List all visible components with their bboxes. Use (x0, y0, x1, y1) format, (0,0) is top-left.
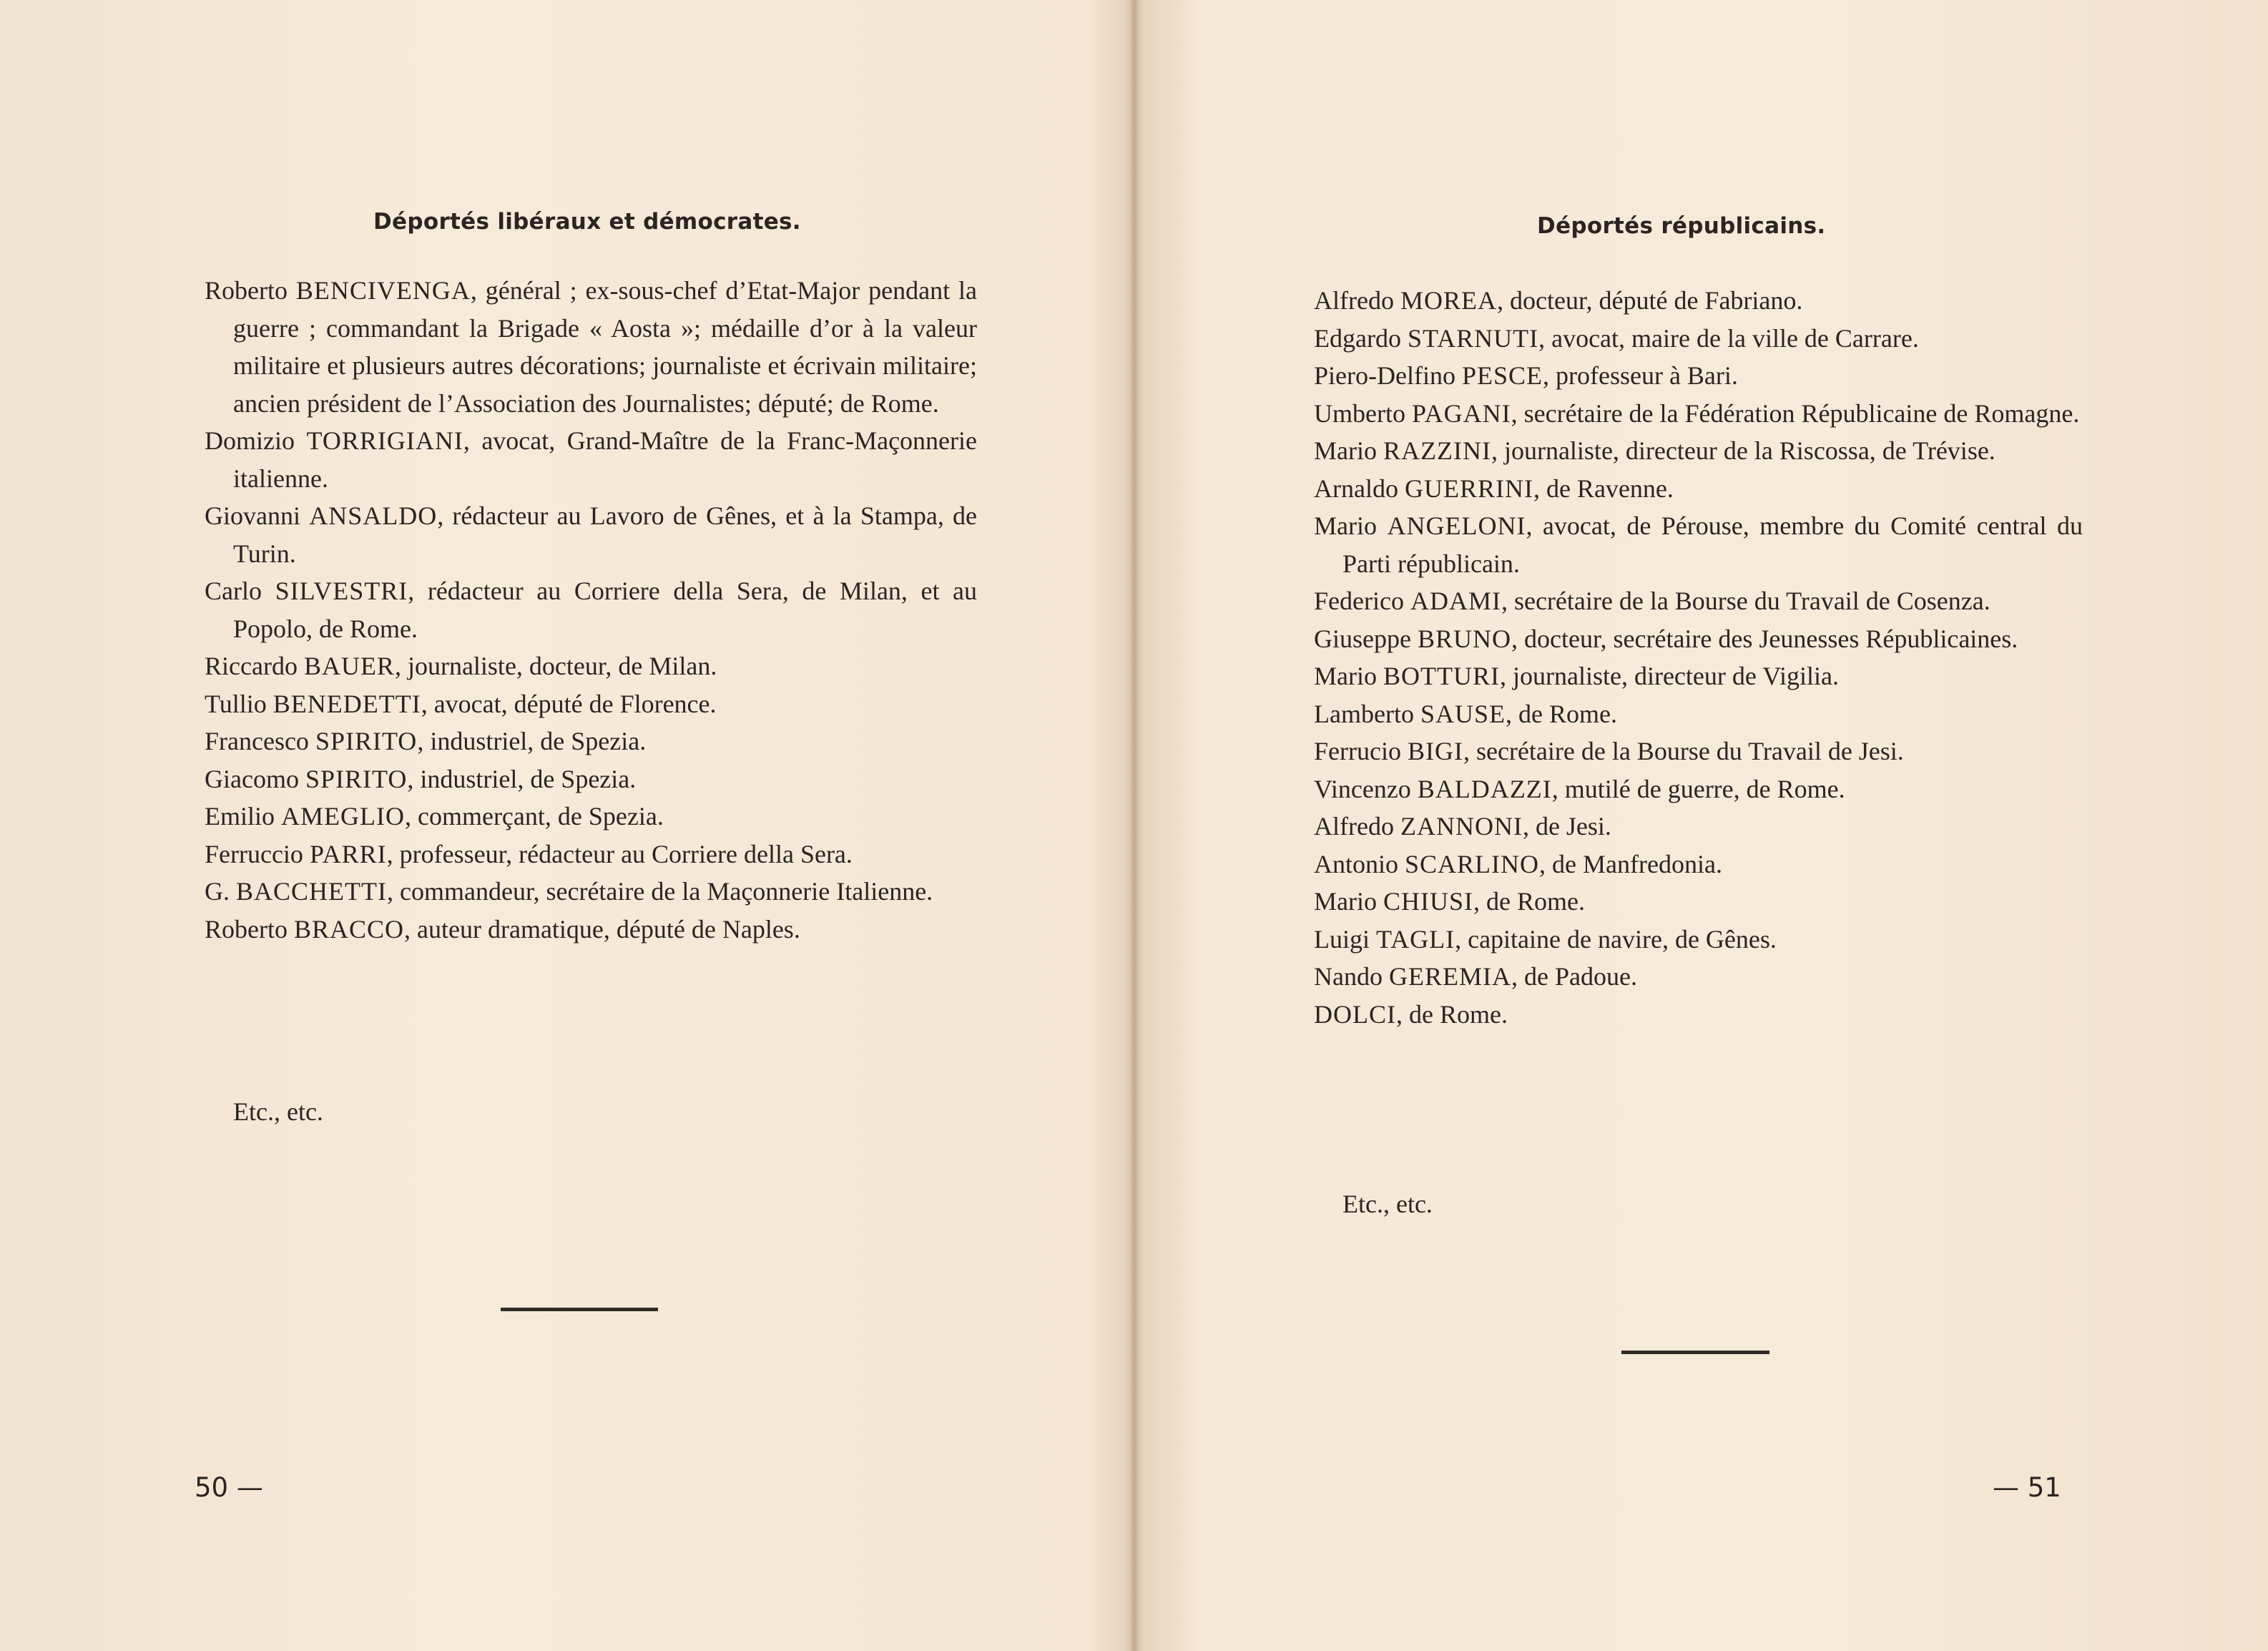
right-page (1134, 0, 2268, 1651)
entry-description: , mutilé de guerre, de Rome. (1551, 774, 1845, 803)
entry-item (205, 272, 977, 422)
entry-item (1314, 958, 2083, 996)
entry-item (1314, 507, 2083, 582)
entry-first-name: Mario (1314, 436, 1377, 465)
entry-surname: BENEDETTI (273, 689, 421, 718)
entry-first-name: Vincenzo (1314, 774, 1411, 803)
entry-description: , avocat, maire de la ville de Carrare. (1538, 323, 1919, 353)
right-rule (1621, 1351, 1769, 1354)
entry-surname: BOTTURI (1383, 662, 1500, 690)
entry-description: , secrétaire de la Bourse du Travail de Cosenza. (1501, 587, 1990, 615)
entry-surname: SILVESTRI (275, 577, 408, 605)
entry-description: , journaliste, docteur, de Milan. (394, 652, 717, 680)
entry-first-name: Umberto (1314, 398, 1405, 428)
entry-surname: STARNUTI (1407, 323, 1539, 353)
left-heading: Déportés libéraux et démocrates. (373, 209, 801, 235)
entry-item (1314, 883, 2083, 921)
entry-surname: GEREMIA (1388, 962, 1511, 991)
entry-surname: MOREA (1400, 286, 1497, 315)
entry-description: , général ; ex-sous-chef d’Etat-Major pendant la guerre ; commandant la Brigade « Aosta »; médaille d’or à la valeur militaire et plusieurs autres décorations; journaliste et écrivain militaire; ancien président de l’Association des Journalistes; député; de Rome. (233, 276, 978, 418)
entry-first-name: Roberto (205, 276, 288, 305)
entry-surname: ADAMI (1410, 587, 1501, 615)
entry-item (1314, 395, 2083, 433)
entry-first-name: Francesco (205, 727, 309, 755)
entry-first-name: Roberto (205, 914, 288, 944)
entry-surname: CHIUSI (1383, 887, 1473, 916)
entry-item (205, 685, 977, 723)
entry-item (1314, 470, 2083, 508)
entry-first-name: Arnaldo (1314, 474, 1398, 503)
entry-surname: BAUER (303, 652, 395, 680)
entry-description: , de Rome. (1473, 887, 1585, 916)
entry-surname: SCARLINO (1405, 849, 1540, 878)
entry-surname: RAZZINI (1383, 436, 1491, 465)
entry-first-name: Riccardo (205, 652, 298, 680)
entry-description: , auteur dramatique, député de Naples. (404, 914, 800, 944)
entry-first-name: Ferruccio (205, 839, 303, 868)
entry-first-name: Ferrucio (1314, 737, 1401, 765)
entry-item (205, 760, 977, 798)
right-page-number: — 51 (1993, 1472, 2061, 1503)
entry-surname: PARRI (309, 839, 387, 868)
entry-description: , docteur, député de Fabriano. (1496, 286, 1803, 315)
entry-item (1314, 770, 2083, 808)
entry-item (1314, 733, 2083, 770)
entry-item (1314, 432, 2083, 470)
entry-first-name: Mario (1314, 662, 1377, 690)
entry-surname: ZANNONI (1400, 812, 1523, 841)
entry-description: , commerçant, de Spezia. (404, 802, 664, 831)
entry-description: , secrétaire de la Fédération Républicaine de Romagne. (1511, 398, 2080, 428)
entry-surname: AMEGLIO (281, 802, 405, 831)
entry-description: , avocat, de Pérouse, membre du Comité central du Parti républicain. (1342, 511, 2083, 578)
entry-first-name: Mario (1314, 511, 1377, 540)
right-etc: Etc., etc. (1342, 1190, 1433, 1218)
entry-description: , industriel, de Spezia. (417, 727, 647, 755)
right-entry-list (1314, 282, 2083, 1033)
entry-item (205, 572, 977, 647)
entry-description: , de Jesi. (1522, 812, 1611, 841)
entry-first-name: Domizio (205, 426, 295, 455)
entry-description: , professeur à Bari. (1543, 361, 1738, 390)
entry-item (205, 873, 977, 911)
entry-description: , de Rome. (1505, 699, 1617, 728)
entry-item (1314, 846, 2083, 883)
entry-surname: BRUNO (1417, 624, 1511, 653)
entry-surname: PAGANI (1411, 398, 1511, 428)
entry-item (1314, 808, 2083, 846)
entry-item (1314, 320, 2083, 358)
entry-first-name: Federico (1314, 587, 1404, 615)
entry-first-name: Giacomo (205, 764, 299, 793)
left-rule (501, 1308, 658, 1311)
entry-description: , de Manfredonia. (1539, 849, 1722, 878)
entry-first-name: Antonio (1314, 849, 1399, 878)
entry-item (1314, 357, 2083, 395)
left-entry-list (205, 272, 977, 948)
entry-surname: BRACCO (293, 914, 405, 944)
entry-description: , avocat, Grand-Maître de la Franc-Maçonnerie italienne. (233, 426, 977, 493)
entry-item (205, 722, 977, 760)
entry-description: , de Padoue. (1511, 962, 1637, 991)
entry-first-name: Carlo (205, 577, 262, 605)
entry-item (1314, 657, 2083, 695)
entry-description: , journaliste, directeur de Vigilia. (1499, 662, 1840, 690)
entry-surname: TORRIGIANI (306, 426, 463, 455)
entry-first-name: Alfredo (1314, 286, 1394, 315)
entry-item (205, 647, 977, 685)
entry-surname: TAGLI (1376, 924, 1455, 954)
entry-description: , avocat, député de Florence. (421, 689, 717, 718)
entry-first-name: Lamberto (1314, 699, 1414, 728)
entry-description: , docteur, secrétaire des Jeunesses Républicaines. (1511, 624, 2018, 653)
entry-item (205, 798, 977, 836)
entry-first-name: Mario (1314, 887, 1377, 916)
entry-first-name: Tullio (205, 689, 267, 718)
entry-item (1314, 282, 2083, 320)
entry-item (1314, 996, 2083, 1034)
entry-description: , rédacteur au Corriere della Sera, de Milan, et au Popolo, de Rome. (233, 577, 978, 643)
right-heading: Déportés républicains. (1537, 213, 1826, 239)
entry-description: , commandeur, secrétaire de la Maçonnerie Italienne. (387, 877, 933, 906)
entry-description: , capitaine de navire, de Gênes. (1455, 924, 1777, 954)
entry-description: , professeur, rédacteur au Corriere della Sera. (386, 839, 853, 868)
entry-item (1314, 620, 2083, 658)
entry-surname: SPIRITO (315, 727, 418, 755)
left-page-number: 50 — (195, 1472, 263, 1503)
entry-first-name: Edgardo (1314, 323, 1401, 353)
entry-item (205, 836, 977, 873)
entry-first-name: G. (205, 877, 230, 906)
entry-surname: GUERRINI (1404, 474, 1533, 503)
entry-item (205, 911, 977, 949)
entry-surname: SAUSE (1420, 699, 1506, 728)
entry-surname: BENCIVENGA (295, 276, 471, 305)
entry-surname: ANSALDO (309, 501, 438, 530)
entry-description: , journaliste, directeur de la Riscossa, de Trévise. (1491, 436, 1995, 465)
entry-first-name: Piero-Delfino (1314, 361, 1455, 390)
entry-first-name: Alfredo (1314, 812, 1394, 841)
entry-surname: ANGELONI (1387, 511, 1526, 540)
entry-surname: BIGI (1407, 737, 1463, 765)
left-etc: Etc., etc. (233, 1097, 323, 1126)
entry-surname: PESCE (1461, 361, 1543, 390)
entry-surname: BALDAZZI (1417, 774, 1552, 803)
entry-item (205, 497, 977, 572)
entry-first-name: Giovanni (205, 501, 300, 530)
entry-description: , de Ravenne. (1533, 474, 1674, 503)
entry-first-name: Luigi (1314, 924, 1370, 954)
entry-first-name: Giuseppe (1314, 624, 1411, 653)
entry-surname: SPIRITO (305, 764, 408, 793)
entry-item (1314, 695, 2083, 733)
entry-description: , industriel, de Spezia. (407, 764, 637, 793)
entry-item (1314, 921, 2083, 959)
entry-description: , de Rome. (1396, 999, 1508, 1029)
entry-description: , rédacteur au Lavoro de Gênes, et à la Stampa, de Turin. (233, 501, 978, 568)
entry-first-name: Nando (1314, 962, 1383, 991)
entry-description: , secrétaire de la Bourse du Travail de Jesi. (1463, 737, 1904, 765)
entry-item (205, 422, 977, 497)
entry-surname: BACCHETTI (236, 877, 387, 906)
entry-first-name: Emilio (205, 802, 275, 831)
entry-surname: DOLCI (1314, 999, 1396, 1029)
entry-item (1314, 582, 2083, 620)
